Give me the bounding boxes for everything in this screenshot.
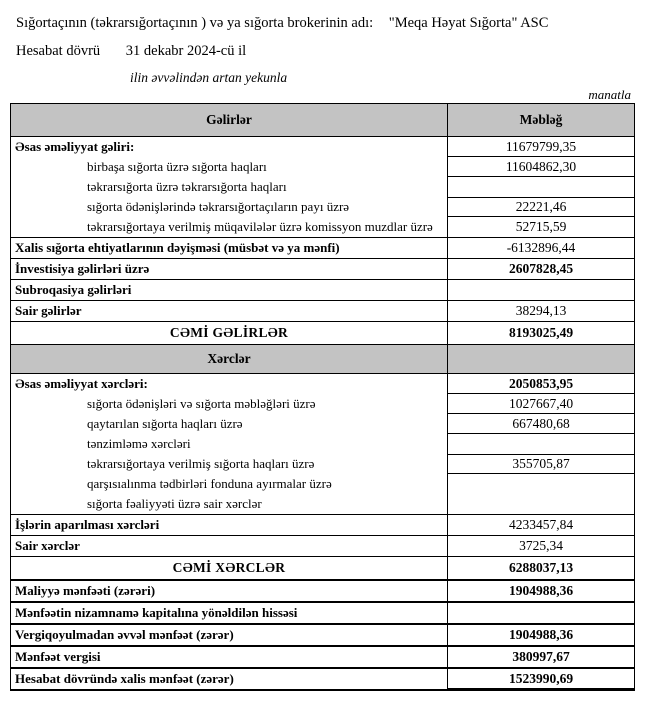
row-amount: 3725,34 <box>448 536 634 557</box>
income-rows-group <box>11 137 634 345</box>
expense-rows-group <box>11 374 634 689</box>
table-row <box>11 603 634 625</box>
income-statement-table <box>10 103 635 691</box>
table-row <box>11 301 634 322</box>
row-amount: 667480,68 <box>448 414 634 434</box>
insurer-name-line <box>16 14 635 32</box>
row-label: qaytarılan sığorta haqları üzrə <box>11 414 448 434</box>
table-row <box>11 238 634 259</box>
income-section-header-row <box>11 104 634 137</box>
period-value: 31 dekabr 2024-cü il <box>125 43 247 59</box>
row-amount <box>448 603 634 625</box>
row-label: təkrarsığorta üzrə təkrarsığorta haqları <box>11 177 448 197</box>
row-amount: 22221,46 <box>448 197 634 217</box>
table-row <box>11 157 634 177</box>
row-label: Subroqasiya gəlirləri <box>11 280 448 301</box>
row-amount: 52715,59 <box>448 217 634 238</box>
table-row <box>11 557 634 581</box>
table-row <box>11 494 634 515</box>
table-row <box>11 669 634 689</box>
row-amount: 11604862,30 <box>448 157 634 177</box>
period-label: Hesabat dövrü <box>16 43 101 59</box>
table-row <box>11 414 634 434</box>
expense-section-header-row <box>11 345 634 374</box>
row-amount: -6132896,44 <box>448 238 634 259</box>
row-label: Vergiqoyulmadan əvvəl mənfəət (zərər) <box>11 625 448 647</box>
expense-column-header: Xərclər <box>11 345 448 373</box>
row-amount: 1904988,36 <box>448 581 634 603</box>
row-label: təkrarsığortaya verilmiş sığorta haqları üzrə <box>11 454 448 474</box>
income-column-header: Gəlirlər <box>11 104 448 136</box>
row-amount: 2050853,95 <box>448 374 634 394</box>
row-label: Mənfəət vergisi <box>11 647 448 669</box>
row-label: tənzimləmə xərcləri <box>11 434 448 454</box>
row-amount: 38294,13 <box>448 301 634 322</box>
table-row <box>11 515 634 536</box>
row-label: sığorta ödənişlərində təkrarsığortaçıların payı üzrə <box>11 197 448 217</box>
row-amount <box>448 177 634 197</box>
row-label: CƏMİ GƏLİRLƏR <box>11 322 448 345</box>
table-row <box>11 581 634 603</box>
row-label: Mənfəətin nizamnamə kapitalına yönəldilən hissəsi <box>11 603 448 625</box>
row-label: CƏMİ XƏRCLƏR <box>11 557 448 581</box>
row-label: Maliyyə mənfəəti (zərəri) <box>11 581 448 603</box>
currency-unit-label: manatla <box>588 87 631 102</box>
table-row <box>11 647 634 669</box>
row-label: qarşısıalınma tədbirləri fonduna ayırmalar üzrə <box>11 474 448 494</box>
row-label: İnvestisiya gəlirləri üzrə <box>11 259 448 280</box>
row-label: İşlərin aparılması xərcləri <box>11 515 448 536</box>
row-label: Sair gəlirlər <box>11 301 448 322</box>
row-label: təkrarsığortaya verilmiş müqavilələr üzrə komissyon muzdlar üzrə <box>11 217 448 238</box>
row-amount: 380997,67 <box>448 647 634 669</box>
table-row <box>11 474 634 494</box>
row-amount: 2607828,45 <box>448 259 634 280</box>
row-label: Sair xərclər <box>11 536 448 557</box>
table-row <box>11 197 634 217</box>
table-row <box>11 280 634 301</box>
table-row <box>11 177 634 197</box>
row-label: Hesabat dövründə xalis mənfəət (zərər) <box>11 669 448 689</box>
row-label: Əsas əməliyyat gəliri: <box>11 137 448 157</box>
table-row <box>11 454 634 474</box>
table-row <box>11 434 634 454</box>
row-amount: 1027667,40 <box>448 394 634 414</box>
table-row <box>11 536 634 557</box>
row-amount <box>448 474 634 494</box>
row-label: sığorta fəaliyyəti üzrə sair xərclər <box>11 494 448 515</box>
row-label: sığorta ödənişləri və sığorta məbləğləri üzrə <box>11 394 448 414</box>
amount-column-header: Məbləğ <box>519 112 563 127</box>
row-amount: 1523990,69 <box>448 669 634 689</box>
row-amount <box>448 434 634 454</box>
row-amount <box>448 280 634 301</box>
row-label: Xalis sığorta ehtiyatlarının dəyişməsi (müsbət və ya mənfi) <box>11 238 448 259</box>
row-amount: 355705,87 <box>448 454 634 474</box>
insurer-value: "Meqa Həyat Sığorta" ASC <box>388 15 549 31</box>
table-row <box>11 217 634 238</box>
row-label: birbaşa sığorta üzrə sığorta haqları <box>11 157 448 177</box>
table-row <box>11 625 634 647</box>
row-label: Əsas əməliyyat xərcləri: <box>11 374 448 394</box>
row-amount: 8193025,49 <box>448 322 634 345</box>
row-amount: 1904988,36 <box>448 625 634 647</box>
row-amount: 4233457,84 <box>448 515 634 536</box>
cumulative-note: ilin əvvəlindən artan yekunla <box>130 70 288 85</box>
expense-amount-header-cell <box>448 345 634 373</box>
table-row <box>11 322 634 345</box>
insurer-label: Sığortaçının (təkrarsığortaçının ) və ya sığorta brokerinin adı: <box>16 15 374 31</box>
table-row <box>11 374 634 394</box>
row-amount: 11679799,35 <box>448 137 634 157</box>
row-amount <box>448 494 634 515</box>
table-row <box>11 394 634 414</box>
report-period-line <box>16 42 635 60</box>
row-amount: 6288037,13 <box>448 557 634 581</box>
table-row <box>11 137 634 157</box>
table-row <box>11 259 634 280</box>
